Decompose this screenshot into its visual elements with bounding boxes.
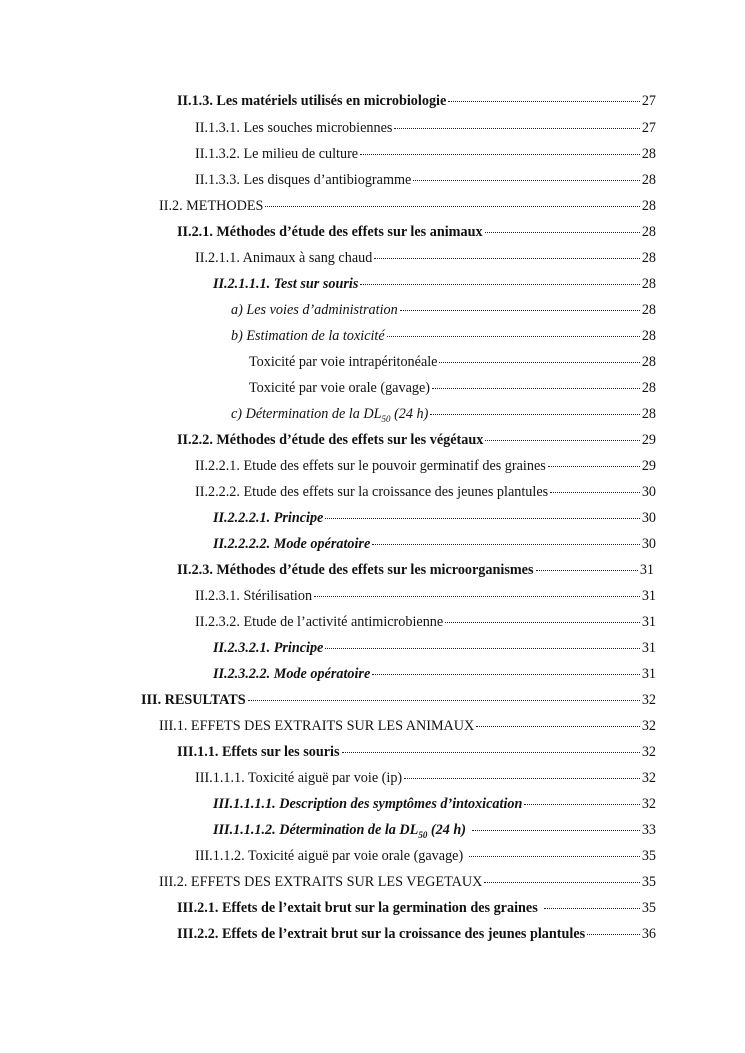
dot-leader <box>430 414 639 415</box>
toc-entry <box>177 561 654 579</box>
toc-entry <box>249 379 656 397</box>
toc-entry-title-pre: III.1.1.1.2. Détermination de la DL <box>213 822 419 838</box>
toc-entry-page: 32 <box>641 744 656 760</box>
dot-leader <box>548 466 640 467</box>
dot-leader <box>372 544 640 545</box>
toc-entry-page: 32 <box>641 718 656 734</box>
toc-entry-page: 28 <box>641 328 656 344</box>
toc-entry <box>177 92 656 110</box>
toc-entry <box>177 431 656 449</box>
toc-entry-title: Toxicité par voie intrapéritonéale <box>249 354 438 370</box>
dot-leader <box>325 648 639 649</box>
dot-leader <box>413 180 640 181</box>
toc-entry-page: 35 <box>641 848 656 864</box>
toc-entry-title-sub: 50 <box>418 829 428 840</box>
dot-leader <box>265 206 639 207</box>
dot-leader <box>476 726 640 727</box>
toc-entry <box>213 509 656 527</box>
toc-entry-title <box>231 405 428 423</box>
toc-entry-title: II.2.2.2. Etude des effets sur la croissance des jeunes plantules <box>195 484 549 500</box>
dot-leader <box>485 232 640 233</box>
toc-entry-page: 33 <box>641 822 656 838</box>
dot-leader <box>400 310 640 311</box>
dot-leader <box>469 856 640 857</box>
toc-entry-page: 35 <box>641 900 656 916</box>
toc-entry <box>213 639 656 657</box>
toc-entry-page: 30 <box>641 536 656 552</box>
toc-entry-title: II.2.1. Méthodes d’étude des effets sur les animaux <box>177 224 483 240</box>
toc-entry <box>231 327 656 345</box>
toc-entry-page: 28 <box>641 380 656 396</box>
dot-leader <box>439 362 639 363</box>
dot-leader <box>536 570 638 571</box>
dot-leader <box>372 674 640 675</box>
toc-entry <box>159 717 656 735</box>
dot-leader <box>587 934 640 935</box>
toc-entry-title: III.2.2. Effets de l’extrait brut sur la croissance des jeunes plantules <box>177 926 586 942</box>
toc-entry-title-pre: c) Détermination de la DL <box>231 406 382 422</box>
toc-entry-page: 31 <box>641 588 656 604</box>
toc-entry-title: II.2.3.1. Stérilisation <box>195 588 313 604</box>
toc-entry <box>213 665 656 683</box>
toc-entry <box>195 847 656 865</box>
toc-entry-page: 35 <box>641 874 656 890</box>
toc-entry-title: III.2.1. Effets de l’extait brut sur la germination des graines <box>177 900 538 916</box>
dot-leader <box>387 336 640 337</box>
toc-entry-page: 31 <box>641 640 656 656</box>
dot-leader <box>342 752 640 753</box>
toc-entry-title: III.1.1.1. Toxicité aiguë par voie (ip) <box>195 770 403 786</box>
toc-entry-title: III. RESULTATS <box>141 692 246 708</box>
toc-entry <box>195 769 656 787</box>
toc-entry <box>177 743 656 761</box>
toc-entry-page: 27 <box>641 120 656 136</box>
toc-entry-title: II.1.3.1. Les souches microbiennes <box>195 120 393 136</box>
toc-entry <box>213 275 656 293</box>
toc-entry-page: 28 <box>641 250 656 266</box>
dot-leader <box>325 518 639 519</box>
toc-entry-title: III.2. EFFETS DES EXTRAITS SUR LES VEGETAUX <box>159 874 483 890</box>
toc-entry-page: 29 <box>641 458 656 474</box>
toc-entry-page: 29 <box>641 432 656 448</box>
toc-entry-title-post: (24 h) <box>427 822 466 838</box>
toc-entry <box>177 223 656 241</box>
toc-entry-title: II.1.3.3. Les disques d’antibiogramme <box>195 172 412 188</box>
toc-entry-title: III.1.1.2. Toxicité aiguë par voie orale (gavage) <box>195 848 464 864</box>
toc-entry-title: III.1.1.1.1. Description des symptômes d’intoxication <box>213 796 523 812</box>
toc-entry-title: II.1.3.2. Le milieu de culture <box>195 146 359 162</box>
toc-entry <box>141 691 656 709</box>
toc-entry <box>195 457 656 475</box>
toc-entry-page: 30 <box>641 510 656 526</box>
toc-entry-title: II.2.3. Méthodes d’étude des effets sur les microorganismes <box>177 562 534 578</box>
toc-entry <box>195 483 656 501</box>
dot-leader <box>248 700 640 701</box>
toc-entry <box>177 899 656 917</box>
toc-entry-page: 28 <box>641 146 656 162</box>
toc-entry <box>195 145 656 163</box>
toc-entry-page: 30 <box>641 484 656 500</box>
dot-leader <box>472 830 640 831</box>
toc-entry-title: II.2.3.2. Etude de l’activité antimicrobienne <box>195 614 444 630</box>
toc-entry-page: 32 <box>641 692 656 708</box>
toc-entry-page: 31 <box>639 562 654 578</box>
toc-entry <box>195 249 656 267</box>
dot-leader <box>360 284 639 285</box>
toc-entry-page: 28 <box>641 406 656 422</box>
toc-entry-title: II.2.2.2.2. Mode opératoire <box>213 536 371 552</box>
dot-leader <box>360 154 640 155</box>
toc-entry <box>195 613 656 631</box>
toc-entry-title: III.1. EFFETS DES EXTRAITS SUR LES ANIMAUX <box>159 718 475 734</box>
toc-entry-title: II.2.3.2.2. Mode opératoire <box>213 666 371 682</box>
toc-entry <box>159 197 656 215</box>
toc-entry-title: II.2.1.1. Animaux à sang chaud <box>195 250 373 266</box>
toc-entry-title: b) Estimation de la toxicité <box>231 328 385 344</box>
toc-entry-page: 28 <box>641 172 656 188</box>
toc-entry-page: 28 <box>641 354 656 370</box>
toc-entry-title: a) Les voies d’administration <box>231 302 398 318</box>
toc-entry-title-post: (24 h) <box>390 406 429 422</box>
toc-entry-page: 36 <box>641 926 656 942</box>
toc-entry-page: 32 <box>641 770 656 786</box>
dot-leader <box>484 882 639 883</box>
toc-entry-page: 32 <box>641 796 656 812</box>
dot-leader <box>394 128 639 129</box>
toc-entry <box>195 171 656 189</box>
toc-entry-page: 28 <box>641 224 656 240</box>
dot-leader <box>524 804 639 805</box>
toc-entry-title: II.2.1.1.1. Test sur souris <box>213 276 359 292</box>
toc-entry <box>231 301 656 319</box>
toc-entry-title: II.2.2.2.1. Principe <box>213 510 324 526</box>
toc-entry <box>195 119 656 137</box>
toc-entry-page: 28 <box>641 198 656 214</box>
toc-entry-title: II.2. METHODES <box>159 198 264 214</box>
toc-entry <box>177 925 656 943</box>
toc-entry <box>213 795 656 813</box>
dot-leader <box>544 908 640 909</box>
dot-leader <box>485 440 639 441</box>
toc-entry-title-sub: 50 <box>381 413 391 424</box>
toc-entry-page: 27 <box>641 93 656 109</box>
dot-leader <box>374 258 640 259</box>
toc-entry-title: II.2.2. Méthodes d’étude des effets sur les végétaux <box>177 432 484 448</box>
dot-leader <box>314 596 640 597</box>
dot-leader <box>448 101 640 102</box>
dot-leader <box>445 622 640 623</box>
dot-leader <box>404 778 640 779</box>
toc-entry <box>213 535 656 553</box>
toc-entry-title: II.1.3. Les matériels utilisés en microbiologie <box>177 93 447 109</box>
toc-entry <box>231 405 656 423</box>
toc-entry-title: II.2.3.2.1. Principe <box>213 640 324 656</box>
toc-entry-page: 28 <box>641 302 656 318</box>
toc-entry <box>159 873 656 891</box>
dot-leader <box>432 388 640 389</box>
toc-entry <box>249 353 656 371</box>
toc-entry-page: 28 <box>641 276 656 292</box>
toc-entry-title: Toxicité par voie orale (gavage) <box>249 380 430 396</box>
toc-entry-title: III.1.1. Effets sur les souris <box>177 744 340 760</box>
toc-entry <box>195 587 656 605</box>
toc-entry <box>213 821 656 839</box>
toc-entry-page: 31 <box>641 614 656 630</box>
toc-entry-title <box>213 821 466 839</box>
toc-entry-title: II.2.2.1. Etude des effets sur le pouvoir germinatif des graines <box>195 458 546 474</box>
toc-entry-page: 31 <box>641 666 656 682</box>
dot-leader <box>550 492 640 493</box>
